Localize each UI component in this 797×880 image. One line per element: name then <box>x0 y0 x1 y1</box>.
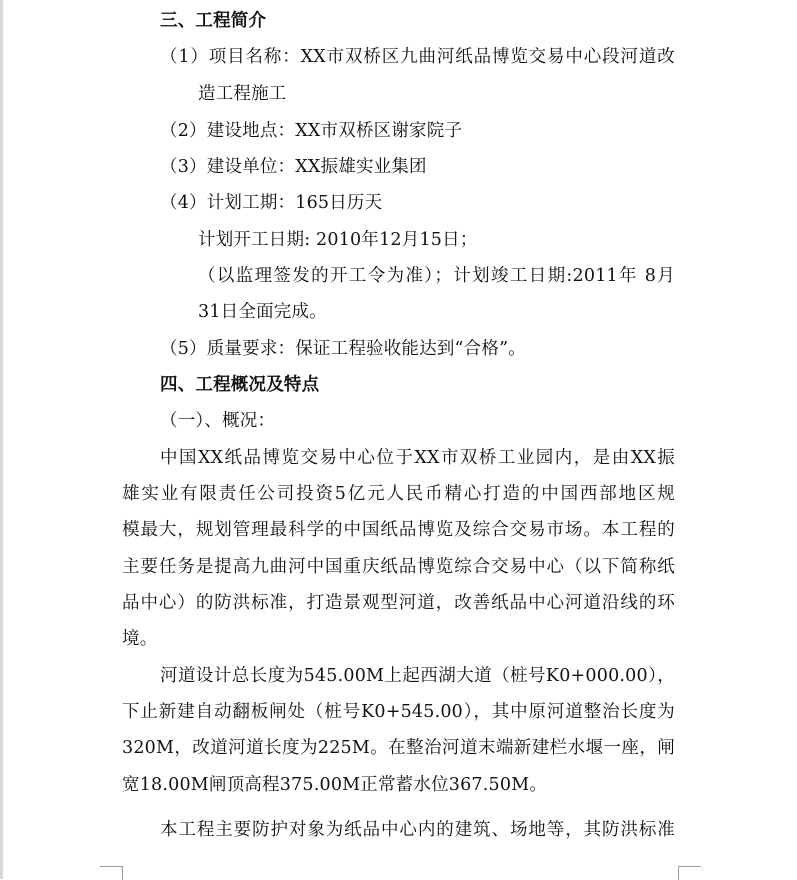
section-3-title: 三、工程简介 <box>160 11 267 31</box>
para-2-line-3: 320M，改道河道长度为225M。在整治河道末端新建栏水堰一座，闸 <box>122 738 675 758</box>
para-1-line-1: 中国XX纸品博览交易中心位于XX市双桥工业园内，是由XX振 <box>160 448 675 468</box>
para-2-line-4: 宽18.00M闸顶高程375.00M正常蓄水位367.50M。 <box>122 775 548 795</box>
section-4-title: 四、工程概况及特点 <box>160 375 320 395</box>
item-4-start-date: 计划开工日期: 2010年12月15日； <box>198 230 478 250</box>
item-1-line-1: （1）项目名称：XX市双桥区九曲河纸品博览交易中心段河道改 <box>160 47 675 67</box>
para-1-line-3: 模最大，规划管理最科学的中国纸品博览及综合交易市场。本工程的 <box>122 520 675 540</box>
item-3: （3）建设单位：XX振雄实业集团 <box>160 157 427 177</box>
page-margin-mark-left <box>100 866 123 880</box>
subsection-overview: （一）、概况： <box>160 411 276 431</box>
item-1-line-2: 造工程施工 <box>198 84 287 104</box>
item-4-note-line-1: （以监理签发的开工令为准）；计划竣工日期:2011年 8月 <box>198 266 675 286</box>
para-2-line-1: 河道设计总长度为545.00M上起西湖大道（桩号K0+000.00）， <box>160 666 675 686</box>
item-4: （4）计划工期：165日历天 <box>160 193 383 213</box>
para-1-line-5: 品中心）的防洪标准，打造景观型河道，改善纸品中心河道沿线的环 <box>122 593 675 613</box>
item-2: （2）建设地点：XX市双桥区谢家院子 <box>160 121 463 141</box>
para-3-line-1: 本工程主要防护对象为纸品中心内的建筑、场地等，其防洪标准 <box>160 820 675 840</box>
item-4-note-line-2: 31日全面完成。 <box>198 302 327 322</box>
page-margin-mark-right <box>678 866 701 880</box>
para-2-line-2: 下止新建自动翻板闸处（桩号K0+545.00），其中原河道整治长度为 <box>122 702 675 722</box>
para-1-line-2: 雄实业有限责任公司投资5亿元人民币精心打造的中国西部地区规 <box>122 484 675 504</box>
para-1-line-6: 境。 <box>122 629 158 649</box>
page-edge <box>0 0 3 879</box>
para-1-line-4: 主要任务是提高九曲河中国重庆纸品博览综合交易中心（以下简称纸 <box>122 557 675 577</box>
item-5: （5）质量要求：保证工程验收能达到“合格”。 <box>160 339 526 359</box>
